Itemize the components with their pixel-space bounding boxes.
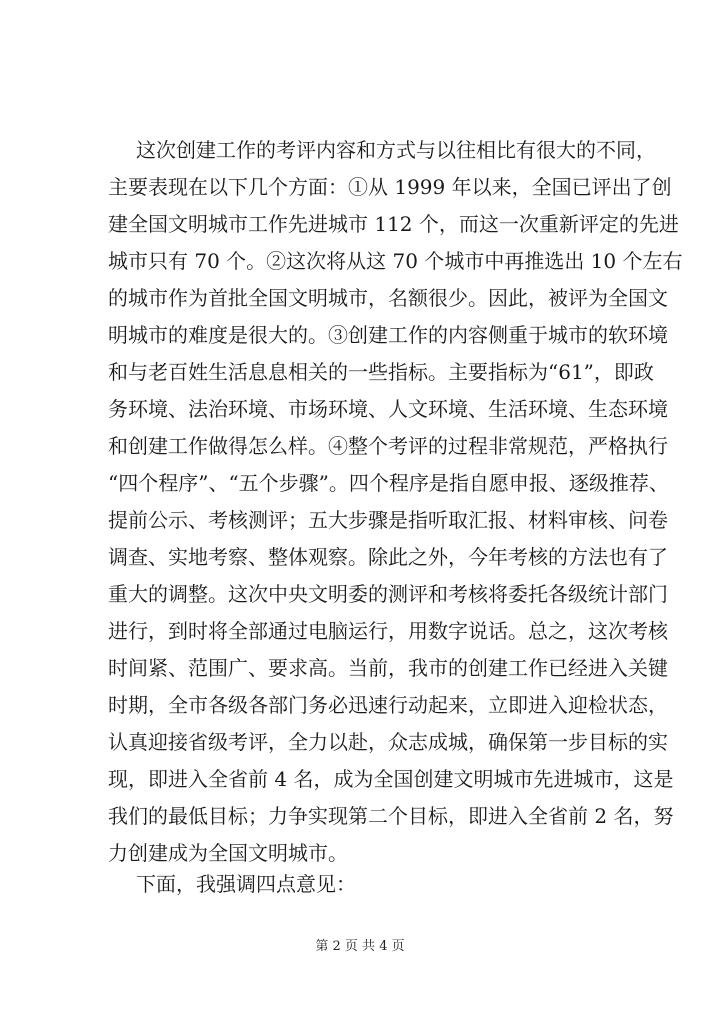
paragraph-line: 重大的调整。这次中央文明委的测评和考核将委托各级统计部门: [108, 582, 668, 606]
paragraph-line: 进行，到时将全部通过电脑运行，用数字说话。总之，这次考核: [108, 619, 668, 643]
paragraph-line: 务环境、法治环境、市场环境、人文环境、生活环境、生态环境: [108, 397, 668, 421]
paragraph-line: 力创建成为全国文明城市。: [108, 841, 348, 865]
page-footer: 第 2 页 共 4 页: [315, 939, 405, 954]
paragraph-line: 时间紧、范围广、要求高。当前，我市的创建工作已经进入关键: [108, 656, 668, 680]
paragraph-line: 建全国文明城市工作先进城市 112 个，而这一次重新评定的先进: [108, 212, 679, 236]
paragraph-line: 主要表现在以下几个方面：①从 1999 年以来，全国已评出了创: [108, 175, 672, 199]
paragraph-line: 明城市的难度是很大的。③创建工作的内容侧重于城市的软环境: [108, 323, 668, 347]
paragraph-line: 调查、实地考察、整体观察。除此之外，今年考核的方法也有了: [108, 545, 668, 569]
paragraph-line: 的城市作为首批全国文明城市，名额很少。因此，被评为全国文: [108, 286, 668, 310]
paragraph-line: 和与老百姓生活息息相关的一些指标。主要指标为“61”，即政: [108, 360, 654, 384]
paragraph-line: 时期，全市各级各部门务必迅速行动起来，立即进入迎检状态，: [108, 693, 668, 717]
paragraph-line: 现，即进入全省前 4 名，成为全国创建文明城市先进城市，这是: [108, 767, 674, 791]
paragraph-heading: 下面，我强调四点意见：: [136, 872, 356, 896]
paragraph-line: 和创建工作做得怎么样。④整个考评的过程非常规范，严格执行: [108, 434, 668, 458]
paragraph-line: 这次创建工作的考评内容和方式与以往相比有很大的不同，: [136, 138, 656, 162]
paragraph-line: 城市只有 70 个。②这次将从这 70 个城市中再推选出 10 个左右: [108, 249, 683, 273]
paragraph-line: “四个程序”、“五个步骤”。四个程序是指自愿申报、逐级推荐、: [108, 471, 669, 495]
paragraph-line: 认真迎接省级考评，全力以赴，众志成城，确保第一步目标的实: [108, 730, 668, 754]
paragraph-line: 我们的最低目标；力争实现第二个目标，即进入全省前 2 名，努: [108, 804, 674, 828]
paragraph-line: 提前公示、考核测评；五大步骤是指听取汇报、材料审核、问卷: [108, 508, 668, 532]
